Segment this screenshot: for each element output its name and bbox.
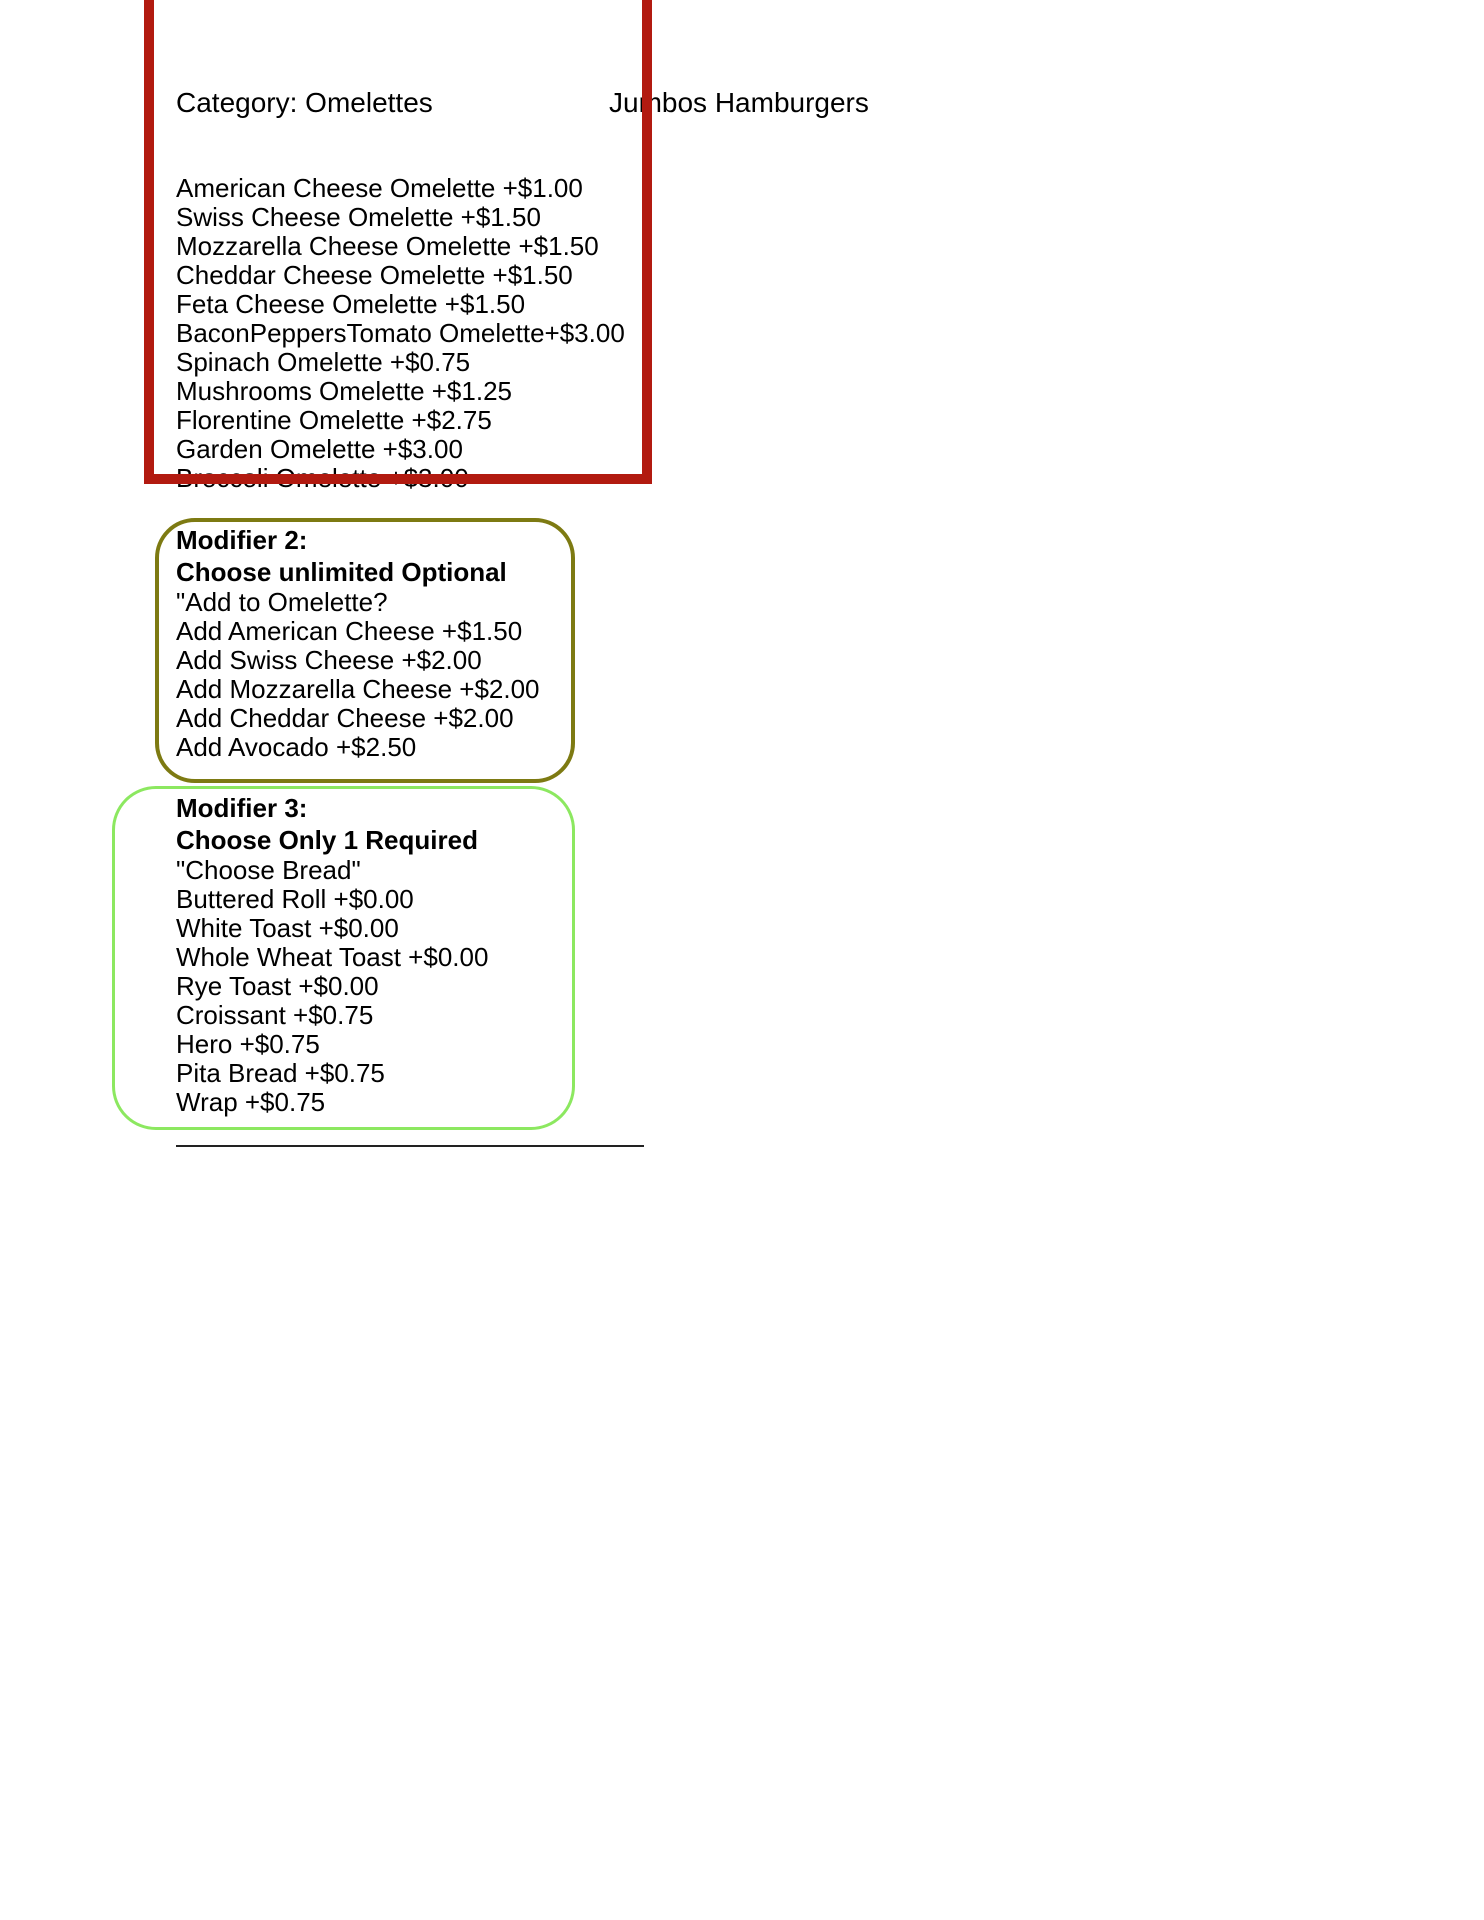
list-item: Feta Cheese Omelette +$1.50	[176, 289, 526, 319]
list-item: Mozzarella Cheese Omelette +$1.50	[176, 231, 599, 261]
modifier-3-rule: Choose Only 1 Required	[176, 825, 478, 855]
modifier-2-heading: Modifier 2:	[176, 525, 308, 555]
list-item: Add Mozzarella Cheese +$2.00	[176, 674, 540, 704]
list-item: Add Swiss Cheese +$2.00	[176, 645, 482, 675]
list-item: BaconPeppersTomato Omelette+$3.00	[176, 318, 625, 348]
list-item: Buttered Roll +$0.00	[176, 884, 414, 914]
modifier-3-options	[176, 885, 488, 1117]
underline-rule	[176, 1145, 644, 1147]
list-item: Garden Omelette +$3.00	[176, 434, 463, 464]
list-item: Wrap +$0.75	[176, 1087, 326, 1117]
list-item: Swiss Cheese Omelette +$1.50	[176, 202, 541, 232]
list-item: Pita Bread +$0.75	[176, 1058, 385, 1088]
modifier-3-heading: Modifier 3:	[176, 793, 308, 823]
omelettes-highlight-box	[144, 0, 652, 484]
list-item: Florentine Omelette +$2.75	[176, 405, 492, 435]
list-item: Cheddar Cheese Omelette +$1.50	[176, 260, 573, 290]
list-item: Croissant +$0.75	[176, 1000, 374, 1030]
restaurant-name: Jumbos Hamburgers	[609, 87, 869, 118]
list-item: Add Cheddar Cheese +$2.00	[176, 703, 514, 733]
list-item: Spinach Omelette +$0.75	[176, 347, 471, 377]
modifier-2-prompt: "Add to Omelette?	[176, 587, 388, 617]
modifier-3-prompt: "Choose Bread"	[176, 855, 361, 885]
modifier-2-options	[176, 617, 540, 762]
modifier-3-section	[176, 792, 488, 1117]
list-item: Rye Toast +$0.00	[176, 971, 379, 1001]
list-item: Broccoli Omelette +$3.00	[176, 463, 469, 493]
list-item: Add Avocado +$2.50	[176, 732, 417, 762]
list-item: White Toast +$0.00	[176, 913, 399, 943]
category-label: Category: Omelettes	[176, 87, 433, 118]
modifier-2-rule: Choose unlimited Optional	[176, 557, 507, 587]
list-item: Mushrooms Omelette +$1.25	[176, 376, 512, 406]
list-item: Hero +$0.75	[176, 1029, 320, 1059]
modifier-2-section	[176, 524, 540, 762]
list-item: American Cheese Omelette +$1.00	[176, 173, 583, 203]
list-item: Add American Cheese +$1.50	[176, 616, 523, 646]
list-item: Whole Wheat Toast +$0.00	[176, 942, 489, 972]
